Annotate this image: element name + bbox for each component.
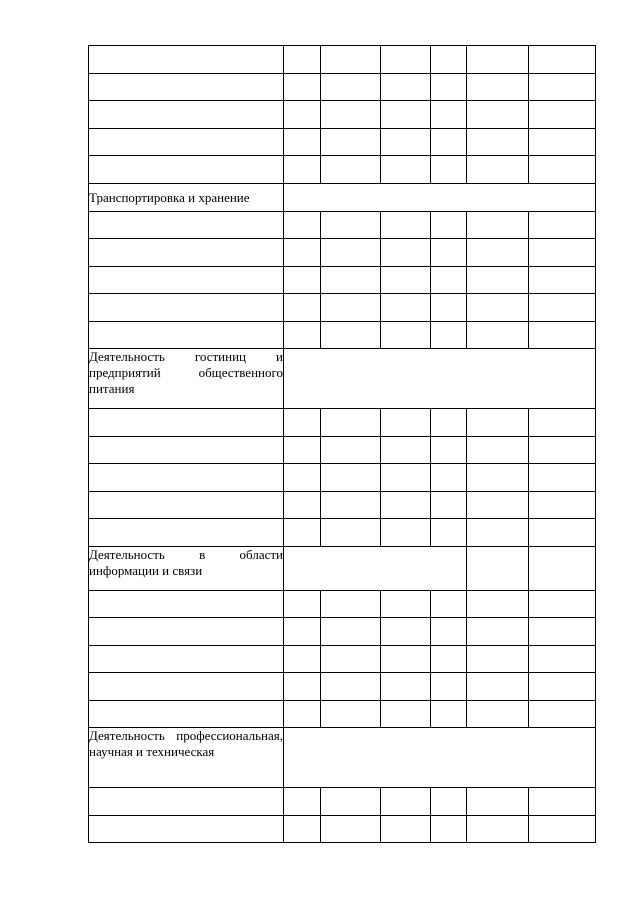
table-cell[interactable] <box>381 491 431 519</box>
table-cell[interactable] <box>529 211 596 239</box>
table-row <box>89 128 596 156</box>
table-cell[interactable] <box>431 409 467 437</box>
table-cell[interactable] <box>284 73 321 101</box>
table-cell[interactable] <box>284 239 321 267</box>
form-table <box>88 45 596 843</box>
table-cell[interactable] <box>89 156 284 184</box>
table-cell[interactable] <box>284 294 321 322</box>
table-cell[interactable] <box>529 546 596 590</box>
table-cell[interactable] <box>321 409 381 437</box>
table-cell[interactable] <box>321 645 381 673</box>
table-cell[interactable] <box>321 700 381 728</box>
table-row <box>89 491 596 519</box>
table-cell[interactable] <box>431 294 467 322</box>
table-cell[interactable] <box>467 673 529 701</box>
table-cell[interactable] <box>381 211 431 239</box>
table-cell[interactable] <box>431 590 467 618</box>
table-cell[interactable] <box>381 73 431 101</box>
table-cell[interactable] <box>467 321 529 349</box>
table-cell[interactable] <box>284 436 321 464</box>
table-cell[interactable] <box>467 266 529 294</box>
table-cell[interactable] <box>284 211 321 239</box>
table-cell[interactable] <box>431 156 467 184</box>
table-cell[interactable] <box>284 128 321 156</box>
table-row <box>89 101 596 129</box>
table-cell[interactable] <box>381 519 431 547</box>
table-cell[interactable] <box>431 519 467 547</box>
table-cell[interactable] <box>284 101 321 129</box>
table-cell[interactable] <box>431 700 467 728</box>
table-cell[interactable] <box>89 788 284 816</box>
table-cell[interactable] <box>381 645 431 673</box>
section-label: Деятельность гостиниц и предприятий общественного питания <box>89 349 284 409</box>
table-row <box>89 673 596 701</box>
table-cell[interactable] <box>381 321 431 349</box>
table-cell[interactable] <box>529 464 596 492</box>
table-cell[interactable] <box>321 128 381 156</box>
table-cell[interactable] <box>431 128 467 156</box>
table-cell[interactable] <box>321 101 381 129</box>
table-row <box>89 294 596 322</box>
merged-cell[interactable] <box>284 546 467 590</box>
table-row <box>89 266 596 294</box>
merged-cell[interactable] <box>284 728 596 788</box>
table-cell[interactable] <box>284 519 321 547</box>
table-cell[interactable] <box>529 590 596 618</box>
table-cell[interactable] <box>89 128 284 156</box>
table-cell[interactable] <box>89 239 284 267</box>
table-cell[interactable] <box>381 239 431 267</box>
table-cell[interactable] <box>529 673 596 701</box>
table-cell[interactable] <box>321 519 381 547</box>
table-cell[interactable] <box>321 491 381 519</box>
table-cell[interactable] <box>467 239 529 267</box>
table-row <box>89 436 596 464</box>
table-cell[interactable] <box>381 673 431 701</box>
table-cell[interactable] <box>89 464 284 492</box>
table-cell[interactable] <box>529 239 596 267</box>
table-cell[interactable] <box>284 409 321 437</box>
table-cell[interactable] <box>89 211 284 239</box>
table-cell[interactable] <box>431 211 467 239</box>
table-cell[interactable] <box>467 294 529 322</box>
table-cell[interactable] <box>89 815 284 843</box>
section-row-professional <box>89 728 596 788</box>
table-cell[interactable] <box>431 673 467 701</box>
table-row <box>89 519 596 547</box>
table-cell[interactable] <box>321 436 381 464</box>
table-cell[interactable] <box>89 321 284 349</box>
table-cell[interactable] <box>529 73 596 101</box>
table-cell[interactable] <box>321 464 381 492</box>
table-row <box>89 464 596 492</box>
table-cell[interactable] <box>529 436 596 464</box>
table-cell[interactable] <box>431 266 467 294</box>
table-cell[interactable] <box>321 294 381 322</box>
table-cell[interactable] <box>321 815 381 843</box>
table-cell[interactable] <box>529 128 596 156</box>
table-cell[interactable] <box>529 618 596 646</box>
table-cell[interactable] <box>467 815 529 843</box>
section-row-transport <box>89 183 596 211</box>
table-cell[interactable] <box>467 409 529 437</box>
table-cell[interactable] <box>284 46 321 74</box>
table-cell[interactable] <box>284 156 321 184</box>
table-cell[interactable] <box>529 815 596 843</box>
table-cell[interactable] <box>284 321 321 349</box>
table-row <box>89 321 596 349</box>
table-cell[interactable] <box>467 590 529 618</box>
table-cell[interactable] <box>529 46 596 74</box>
table-cell[interactable] <box>529 519 596 547</box>
table-cell[interactable] <box>381 436 431 464</box>
table-row <box>89 156 596 184</box>
table-cell[interactable] <box>381 618 431 646</box>
table-cell[interactable] <box>284 673 321 701</box>
table-cell[interactable] <box>89 409 284 437</box>
table-cell[interactable] <box>467 700 529 728</box>
table-cell[interactable] <box>529 294 596 322</box>
table-cell[interactable] <box>284 815 321 843</box>
table-cell[interactable] <box>321 266 381 294</box>
table-cell[interactable] <box>431 491 467 519</box>
table-cell[interactable] <box>321 239 381 267</box>
table-cell[interactable] <box>529 645 596 673</box>
table-cell[interactable] <box>431 618 467 646</box>
section-label: Деятельность профессиональная, научная и техническая <box>89 728 284 788</box>
table-cell[interactable] <box>381 294 431 322</box>
table-cell[interactable] <box>381 266 431 294</box>
table-cell[interactable] <box>89 101 284 129</box>
table-cell[interactable] <box>431 239 467 267</box>
table-cell[interactable] <box>89 645 284 673</box>
table-row <box>89 700 596 728</box>
table-cell[interactable] <box>467 211 529 239</box>
table-cell[interactable] <box>431 46 467 74</box>
table-row <box>89 645 596 673</box>
merged-cell[interactable] <box>284 183 596 211</box>
table-row <box>89 239 596 267</box>
table-cell[interactable] <box>89 491 284 519</box>
table-cell[interactable] <box>431 645 467 673</box>
table-cell[interactable] <box>89 46 284 74</box>
table-cell[interactable] <box>381 156 431 184</box>
table-cell[interactable] <box>284 266 321 294</box>
table-cell[interactable] <box>284 700 321 728</box>
table-cell[interactable] <box>529 700 596 728</box>
table-cell[interactable] <box>89 700 284 728</box>
table-cell[interactable] <box>381 590 431 618</box>
table-cell[interactable] <box>284 491 321 519</box>
table-cell[interactable] <box>467 645 529 673</box>
table-cell[interactable] <box>381 700 431 728</box>
table-cell[interactable] <box>467 546 529 590</box>
section-row-ict <box>89 546 596 590</box>
table-cell[interactable] <box>321 618 381 646</box>
table-cell[interactable] <box>431 815 467 843</box>
table-cell[interactable] <box>284 645 321 673</box>
table-cell[interactable] <box>467 788 529 816</box>
table-cell[interactable] <box>89 436 284 464</box>
table-cell[interactable] <box>284 788 321 816</box>
table-cell[interactable] <box>431 788 467 816</box>
table-cell[interactable] <box>467 128 529 156</box>
table-cell[interactable] <box>321 321 381 349</box>
table-cell[interactable] <box>467 46 529 74</box>
table-row <box>89 211 596 239</box>
table-cell[interactable] <box>467 156 529 184</box>
section-label: Транспортировка и хранение <box>89 183 284 211</box>
table-cell[interactable] <box>467 618 529 646</box>
table-row <box>89 73 596 101</box>
table-cell[interactable] <box>89 294 284 322</box>
table-cell[interactable] <box>381 46 431 74</box>
table-cell[interactable] <box>89 266 284 294</box>
table-cell[interactable] <box>529 409 596 437</box>
table-cell[interactable] <box>381 409 431 437</box>
table-cell[interactable] <box>381 815 431 843</box>
table-cell[interactable] <box>321 156 381 184</box>
table-cell[interactable] <box>89 519 284 547</box>
table-cell[interactable] <box>381 101 431 129</box>
table-cell[interactable] <box>284 464 321 492</box>
table-row <box>89 618 596 646</box>
table-cell[interactable] <box>529 788 596 816</box>
table-cell[interactable] <box>431 464 467 492</box>
table-cell[interactable] <box>467 73 529 101</box>
table-cell[interactable] <box>431 321 467 349</box>
table-cell[interactable] <box>529 491 596 519</box>
table-cell[interactable] <box>284 590 321 618</box>
table-cell[interactable] <box>529 156 596 184</box>
table-row <box>89 409 596 437</box>
table-cell[interactable] <box>89 590 284 618</box>
table-row <box>89 815 596 843</box>
table-cell[interactable] <box>321 73 381 101</box>
table-cell[interactable] <box>89 73 284 101</box>
table-cell[interactable] <box>381 788 431 816</box>
table-row <box>89 590 596 618</box>
table-cell[interactable] <box>321 46 381 74</box>
table-cell[interactable] <box>467 491 529 519</box>
table-cell[interactable] <box>431 73 467 101</box>
table-cell[interactable] <box>529 101 596 129</box>
section-row-hospitality <box>89 349 596 409</box>
table-row <box>89 46 596 74</box>
table-cell[interactable] <box>89 673 284 701</box>
table-cell[interactable] <box>431 436 467 464</box>
table-cell[interactable] <box>381 464 431 492</box>
table-cell[interactable] <box>321 788 381 816</box>
table-cell[interactable] <box>381 128 431 156</box>
table-cell[interactable] <box>529 266 596 294</box>
table-cell[interactable] <box>321 673 381 701</box>
table-cell[interactable] <box>321 211 381 239</box>
table-cell[interactable] <box>467 101 529 129</box>
table-row <box>89 788 596 816</box>
table-cell[interactable] <box>467 464 529 492</box>
table-cell[interactable] <box>529 321 596 349</box>
table-cell[interactable] <box>284 618 321 646</box>
section-label: Деятельность в области информации и связи <box>89 546 284 590</box>
merged-cell[interactable] <box>284 349 596 409</box>
table-cell[interactable] <box>89 618 284 646</box>
table-cell[interactable] <box>467 519 529 547</box>
table-cell[interactable] <box>467 436 529 464</box>
table-cell[interactable] <box>321 590 381 618</box>
table-cell[interactable] <box>431 101 467 129</box>
